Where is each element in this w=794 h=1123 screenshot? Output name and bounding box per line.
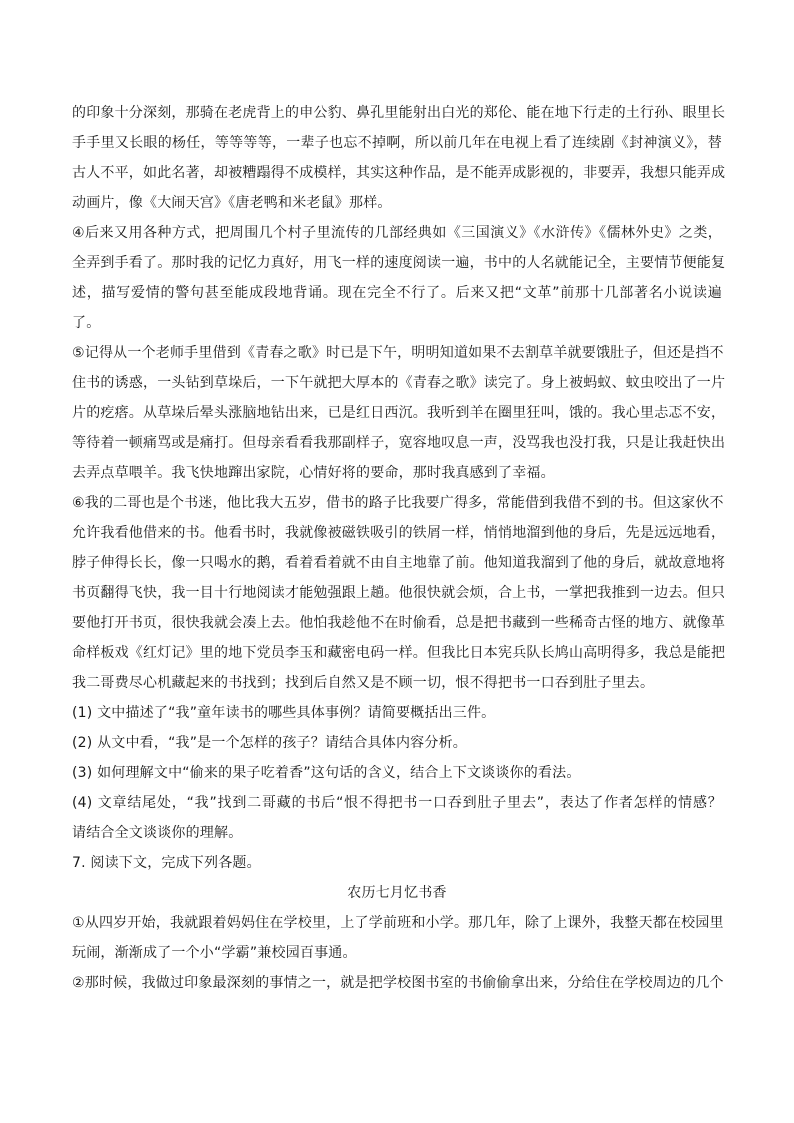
exercise-7-instruction: 7. 阅读下文，完成下列各题。 (72, 855, 261, 871)
text-line: ①从四岁开始，我就跟着妈妈住在学校里，上了学前班和小学。那几年，除了上课外，我整天都在校园里 (72, 915, 724, 931)
passage-paragraph-1 (72, 908, 722, 968)
question-2: (2) 从文中看，“我”是一个怎样的孩子？请结合具体内容分析。 (72, 735, 467, 751)
paragraph-5 (72, 338, 726, 488)
text-line: 了。 (72, 315, 101, 331)
text-line: 的印象十分深刻，那骑在老虎背上的申公豹、鼻孔里能射出白光的郑伦、能在地下行走的土行孙、眼里长 (72, 105, 726, 121)
text-line: ⑥我的二哥也是个书迷，他比我大五岁，借书的路子比我要广得多，常能借到我借不到的书。但这家伙不 (72, 495, 724, 511)
paragraph-4 (72, 218, 726, 338)
text-line: 全弄到手看了。那时我的记忆力真好，用飞一样的速度阅读一遍，书中的人名就能记全，主要情节便能复 (72, 255, 726, 271)
text-line: 动画片，像《大闹天宫》《唐老鸭和米老鼠》那样。 (72, 195, 392, 211)
passage-paragraph-2 (72, 968, 722, 998)
text-line: ②那时候，我做过印象最深刻的事情之一，就是把学校图书室的书偷偷拿出来，分给住在学校周边的几个 (72, 975, 724, 991)
text-line: 允许我看他借来的书。他看书时，我就像被磁铁吸引的铁屑一样，悄悄地溜到他的身后，先是远远地看， (72, 525, 726, 541)
question-4-continued: 请结合全文谈谈你的理解。 (72, 825, 243, 841)
text-line: 去弄点草喂羊。我飞快地蹿出家院，心情好将的要命，那时我真感到了幸福。 (72, 465, 555, 481)
paragraph-continued (72, 98, 726, 218)
text-line: 住书的诱惑，一头钻到草垛后，一下午就把大厚本的《青春之歌》读完了。身上被蚂蚁、蚊虫咬出了一片 (72, 375, 726, 391)
question-4: (4) 文章结尾处，“我”找到二哥藏的书后“恨不得把书一口吞到肚子里去”，表达了作者怎样的情感？ (72, 795, 722, 811)
passage-title: 农历七月忆书香 (347, 885, 447, 901)
text-line: 我二哥费尽心机藏起来的书找到；找到后自然又是不顾一切，恨不得把书一口吞到肚子里去。 (72, 675, 655, 691)
text-line: ④后来又用各种方式，把周围几个村子里流传的几部经典如《三国演义》《水浒传》《儒林外史》之类， (72, 225, 722, 241)
text-line: 等待着一顿痛骂或是痛打。但母亲看看我那副样子，宽容地叹息一声，没骂我也没打我，只是让我赶快出 (72, 435, 726, 451)
text-line: ⑤记得从一个老师手里借到《青春之歌》时已是下午，明明知道如果不去割草羊就要饿肚子，但还是挡不 (72, 345, 724, 361)
question-3: (3) 如何理解文中“偷来的果子吃着香”这句话的含义，结合上下文谈谈你的看法。 (72, 765, 581, 781)
questions-list (72, 698, 722, 848)
question-1: (1) 文中描述了“我”童年读书的哪些具体事例？请简要概括出三件。 (72, 705, 496, 721)
text-line: 片的疙瘩。从草垛后晕头涨脑地钻出来，已是红日西沉。我听到羊在圈里狂叫，饿的。我心里忐忑不安， (72, 405, 726, 421)
text-line: 手手里又长眼的杨任，等等等等，一辈子也忘不掉啊，所以前几年在电视上看了连续剧《封神演义》，替 (72, 135, 722, 151)
document-body (72, 98, 726, 998)
text-line: 玩闹，渐渐成了一个小“学霸”兼校园百事通。 (72, 945, 357, 961)
text-line: 脖子伸得长长，像一只喝水的鹅，看着看着就不由自主地靠了前。他知道我溜到了他的身后，就故意地将 (72, 555, 726, 571)
text-line: 要他打开书页，很快我就会凑上去。他怕我趁他不在时偷看，总是把书藏到一些稀奇古怪的地方、就像革 (72, 615, 726, 631)
text-line: 述，描写爱情的警句甚至能成段地背诵。现在完全不行了。后来又把“文革”前那十几部著名小说读遍 (72, 285, 722, 301)
paragraph-6 (72, 488, 726, 698)
text-line: 古人不平，如此名著，却被糟蹋得不成模样，其实这种作品，是不能弄成影视的，非要弄，我想只能弄成 (72, 165, 726, 181)
text-line: 书页翻得飞快，我一目十行地阅读才能勉强跟上趟。他很快就会烦，合上书，一掌把我推到一边去。但只 (72, 585, 726, 601)
text-line: 命样板戏《红灯记》里的地下党员李玉和藏密电码一样。但我比日本宪兵队长鸠山高明得多，我总是能把 (72, 645, 726, 661)
